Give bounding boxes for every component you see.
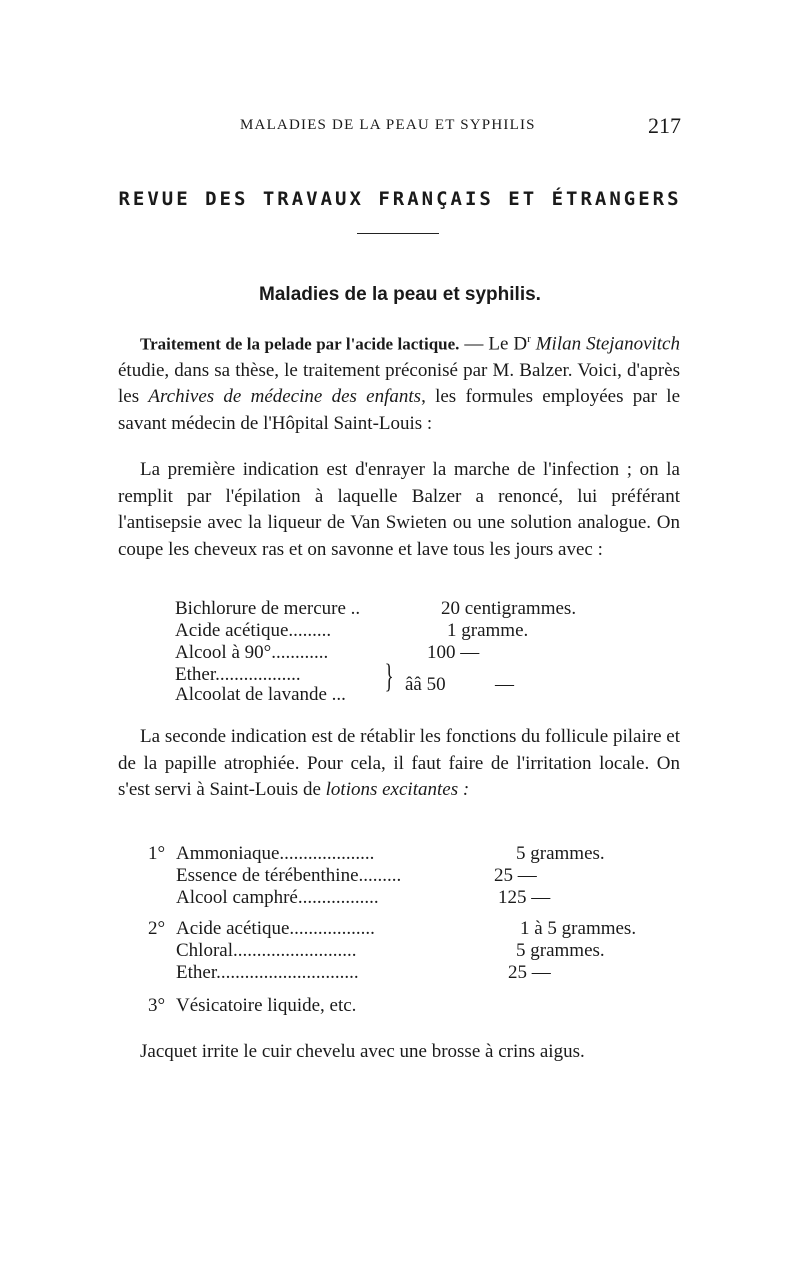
formula-row-value: 5 grammes. <box>516 940 605 961</box>
formula-row-value: 125 — <box>498 887 551 908</box>
formula-row-name: Acide acétique.................. <box>176 918 375 939</box>
page-number: 217 <box>648 113 681 138</box>
formula-number: 1° <box>148 843 166 864</box>
formula-row-value: 1 gramme. <box>447 620 529 641</box>
formula-row-name: Alcool à 90°............ <box>175 642 329 663</box>
formula-row-name: Alcoolat de lavande ... <box>175 684 346 705</box>
formula-row-value: 1 à 5 grammes. <box>520 918 637 939</box>
paragraph-jacquet: Jacquet irrite le cuir chevelu avec une brosse à crins aigus. <box>140 1041 585 1062</box>
formula-number: 3° <box>148 995 166 1016</box>
formula-row-name: Ether.............................. <box>176 962 359 983</box>
source-title: Archives de médecine des enfants <box>148 386 422 408</box>
formula-row-name: Ammoniaque.................... <box>176 843 375 864</box>
lotion-term: lotions excitantes : <box>325 779 470 800</box>
brace-symbol: } <box>384 658 394 695</box>
formula-row-name: Chloral.......................... <box>176 940 357 961</box>
formula-row-value: 20 centigrammes. <box>441 598 577 619</box>
formula-row-name: Bichlorure de mercure .. <box>175 598 361 619</box>
formula-table-2 <box>148 843 668 1023</box>
formula-row-value: 100 — <box>427 642 480 663</box>
brace-unit: — <box>495 674 514 695</box>
article-lead: Traitement de la pelade par l'acide lactique. <box>140 334 460 354</box>
formula-row-value: 25 — <box>494 865 537 886</box>
formula-table-1 <box>175 598 635 718</box>
paragraph-intro: Traitement de la pelade par l'acide lactique. — Le $D^r$ Milan Stejanovitch étudie, dans sa thèse, le traitement préconisé par M. Balzer. Voici, d'après les Archives de médecine des enfants, les formules employées par le savant médecin de l'Hôpital Saint-Louis : <box>118 333 681 434</box>
formula-item-text: Vésicatoire liquide, etc. <box>176 995 357 1016</box>
subtitle: Maladies de la peau et syphilis. <box>259 284 541 305</box>
formula-row-name: Acide acétique......... <box>175 620 332 641</box>
brace-value: ââ 50 <box>405 674 446 695</box>
formula-row-value: 5 grammes. <box>516 843 605 864</box>
formula-number: 2° <box>148 918 166 939</box>
paragraph-second-indication: La seconde indication est de rétablir les fonctions du follicule pilaire et de la papille atrophiée. Pour cela, il faut faire de l'irritation locale. On s'est servi à Saint-Louis de lotions excitantes : <box>118 726 680 800</box>
paragraph-first-indication: La première indication est d'enrayer la marche de l'infection ; on la remplit par l'épilation à laquelle Balzer a renoncé, lui préférant l'antisepsie avec la liqueur de Van Swieten ou une solution analogue. On coupe les cheveux ras et on savonne et lave tous les jours avec : <box>118 459 680 560</box>
author-name: Milan Stejanovitch <box>535 333 680 355</box>
title-rule <box>357 233 439 234</box>
section-title: REVUE DES TRAVAUX FRANÇAIS ET ÉTRANGERS <box>118 188 682 210</box>
formula-row-name: Ether.................. <box>175 664 301 685</box>
running-header: MALADIES DE LA PEAU ET SYPHILIS <box>240 117 536 133</box>
formula-row-name: Essence de térébenthine......... <box>176 865 402 886</box>
formula-row-value: 25 — <box>508 962 551 983</box>
formula-row-name: Alcool camphré................. <box>176 887 379 908</box>
